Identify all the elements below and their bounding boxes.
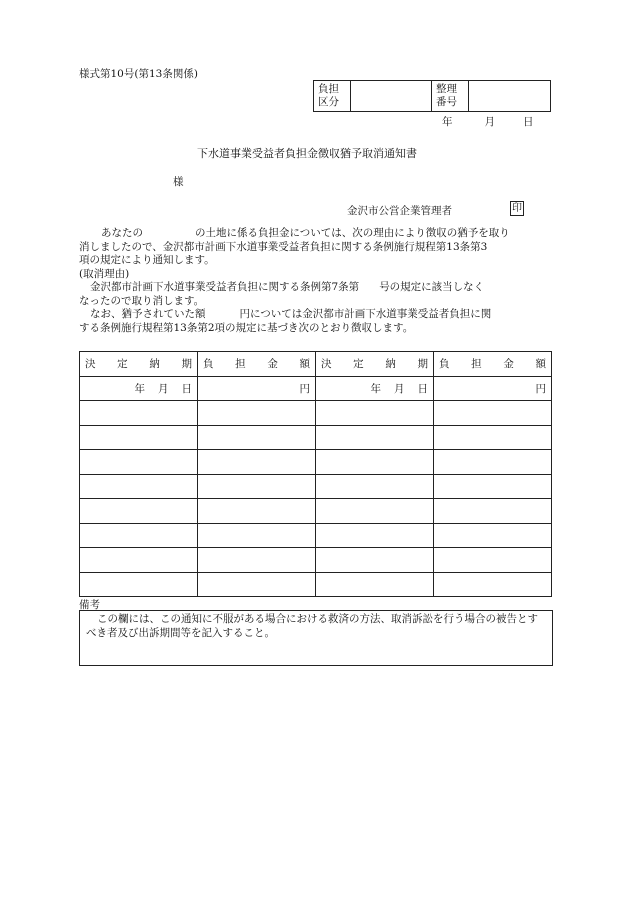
body-line-8: する条例施行規程第13条第2項の規定に基づき次のとおり徴収します。 [79, 321, 414, 334]
remarks-label: 備考 [79, 599, 100, 611]
table-row [80, 523, 552, 548]
table-row [80, 450, 552, 475]
body-line-7: なお、猶予されていた額 円については金沢都市計画下水道事業受益者負担に関 [90, 308, 492, 320]
table-unit-row [80, 376, 552, 401]
table-row [80, 401, 552, 426]
table-row [80, 474, 552, 499]
payment-schedule-table [79, 351, 552, 597]
unit-date-1[interactable]: 年 月 日 [80, 376, 198, 401]
issuer: 金沢市公営企業管理者 [347, 205, 452, 217]
document-title: 下水道事業受益者負担金徴収猶予取消通知書 [197, 147, 417, 160]
reason-line-2: なったので取り消します。 [79, 294, 205, 307]
seal-mark: 印 [512, 203, 522, 214]
table-row [80, 572, 552, 597]
recipient-suffix: 様 [173, 176, 184, 188]
form-number: 様式第10号(第13条関係) [79, 68, 198, 80]
table-row [80, 425, 552, 450]
table-row [80, 548, 552, 573]
date-year: 年 [442, 116, 453, 128]
header-due-date-1: 決 定 納 期 [80, 352, 198, 377]
body-line-2: 消しましたので、金沢都市計画下水道事業受益者負担に関する条例施行規程第13条第3 [79, 240, 488, 253]
table-row [80, 499, 552, 524]
body-line-3: 項の規定により通知します。 [79, 254, 215, 266]
unit-date-2[interactable]: 年 月 日 [316, 376, 434, 401]
header-box [313, 80, 551, 112]
burden-category-value[interactable] [351, 81, 432, 112]
reference-number-label: 整理 番号 [432, 81, 469, 112]
reference-number-value[interactable] [469, 81, 551, 112]
reason-label: (取消理由) [79, 267, 130, 280]
date-day: 日 [523, 116, 534, 128]
header-amount-1: 負 担 金 額 [198, 352, 316, 377]
header-due-date-2: 決 定 納 期 [316, 352, 434, 377]
date-month: 月 [484, 116, 495, 128]
remarks-text: この欄には、この通知に不服がある場合における救済の方法、取消訴訟を行う場合の被告とすべき者及び出訴期間等を記入すること。 [86, 613, 538, 639]
remarks-box [79, 610, 553, 666]
unit-yen-2[interactable]: 円 [434, 376, 552, 401]
body-line-1: あなたの の土地に係る負担金については、次の理由により徴収の猶予を取り [101, 227, 510, 239]
notice-body [79, 227, 551, 335]
reason-line-1: 金沢都市計画下水道事業受益者負担に関する条例第7条第 号の規定に該当しなく [90, 281, 485, 293]
issue-date [442, 114, 534, 129]
burden-category-label: 負担 区分 [314, 81, 351, 112]
header-amount-2: 負 担 金 額 [434, 352, 552, 377]
unit-yen-1[interactable]: 円 [198, 376, 316, 401]
table-header-row [80, 352, 552, 377]
